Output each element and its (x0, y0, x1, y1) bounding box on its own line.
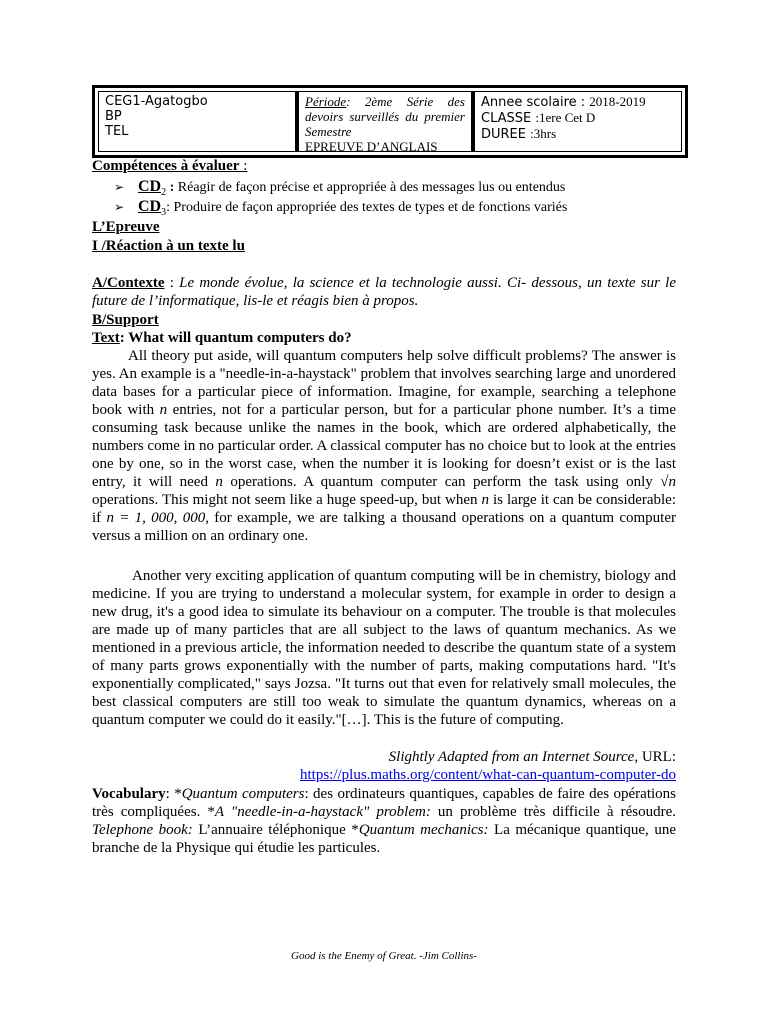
section-heading: I /Réaction à un texte lu (92, 238, 245, 254)
contexte-paragraph (92, 274, 676, 310)
math-n: n (215, 474, 223, 490)
p1-part: All theory put aside, will quantum computers help solve difficult problems? The answer is yes. An example is a "needle-in-a-haystack" problem that involves searching large and unordered data bases for a particular piece of information. Imagine, for example, searching a telephone book with (92, 348, 676, 418)
periode-text: : 2ème Série des devoirs surveillés du premier Semestre (305, 94, 465, 139)
classe-label: CLASSE (481, 111, 532, 126)
vocab-def: : des ordinateurs quantiques, capables de faire des opérations très compliquées. * (92, 786, 676, 820)
vocabulary-label: Vocabulary (92, 786, 166, 802)
vocab-term: Quantum computers (181, 786, 305, 802)
school-info (99, 92, 299, 151)
vocabulary-paragraph (92, 785, 676, 857)
vocab-def: La mécanique quantique, une branche de la Physique qui étudie les particules. (92, 822, 676, 856)
vocab-def: un problème très difficile à résoudre. (430, 804, 676, 820)
p1-part: is large it can be considerable: if (92, 492, 676, 526)
cd-text: Réagir de façon précise et appropriée à des messages lus ou entendus (174, 180, 566, 195)
text-paragraph-2: Another very exciting application of quantum computing will be in chemistry, biology and medicine. If you are trying to understand a molecular system, for example in order to design a new drug, it's a good idea to simulate its behaviour on a computer. The trouble is that molecules are made up of many particles that are all subject to the laws of quantum mechanics. As we mentioned in a previous article, the information needed to describe the quantum state of a system of many parts grows exponentially with the number of parts, making computations hard. "It's exponentially complicated," says Jozsa. "It turns out that even for relatively small molecules, the best classical computers are still too weak to simulate the quantum dynamics, whereas on a quantum computer we could do it easily."[…]. This is the future of computing. (92, 568, 676, 728)
support-label: B/Support (92, 312, 159, 328)
footer-quote: Good is the Enemy of Great. -Jim Collins- (291, 950, 477, 962)
competence-cd3 (114, 198, 567, 218)
competence-cd2 (114, 178, 565, 198)
vocab-term: Quantum mechanics: (358, 822, 489, 838)
text-paragraph-1 (92, 347, 676, 545)
competences-colon: : (239, 158, 248, 174)
support-heading (92, 311, 676, 329)
source-url-line (92, 766, 676, 784)
school-bp: BP (105, 109, 122, 124)
arrow-bullet-icon: ➢ (114, 200, 125, 214)
duree-label: DUREE (481, 127, 526, 142)
epreuve-heading: L’Epreuve (92, 219, 160, 235)
cd-text: : Produire de façon appropriée des textes de types et de fonctions variés (166, 200, 568, 215)
source-text: Slightly Adapted from an Internet Source (388, 749, 635, 765)
contexte-colon: : (164, 275, 174, 291)
header-box (92, 85, 688, 158)
vocab-term: A "needle-in-a-haystack" problem: (214, 804, 431, 820)
epreuve-label: EPREUVE D’ANGLAIS (305, 139, 438, 154)
annee-label: Annee scolaire : (481, 95, 586, 110)
cd-code: CD (138, 178, 162, 195)
text-heading (92, 329, 676, 347)
math-sqrt-n: √n (660, 474, 676, 490)
math-n: n (159, 402, 168, 418)
source-link[interactable]: https://plus.maths.org/content/what-can-quantum-computer-do (299, 767, 676, 783)
arrow-bullet-icon: ➢ (114, 180, 125, 194)
p1-part: entries, not for a particular person, but for a particular phone number. It’s a time consuming task because unlike the names in the book, which are ordered alphabetically, the numbers come in no particular order. A classical computer has no choice but to look at the entries one by one, so in the worst case, when the number it is looking for doesn’t exist or is the last entry, it will need (92, 402, 677, 490)
school-name: CEG1-Agatogbo (105, 94, 208, 109)
duree-value: :3hrs (530, 126, 557, 141)
p1-part: operations. A quantum computer can perform the task using only (222, 474, 661, 490)
competences-heading (92, 158, 676, 175)
school-tel: TEL (105, 124, 129, 139)
vocab-def: L’annuaire téléphonique * (192, 822, 359, 838)
source-url-label: , URL: (634, 749, 676, 765)
text-label: Text (92, 330, 120, 346)
p1-part: operations. This might not seem like a huge speed-up, but when (92, 492, 482, 508)
text-title: : What will quantum computers do? (119, 330, 352, 346)
cd-sep: : (166, 180, 175, 195)
source-line (92, 748, 676, 766)
periode-label: Période (305, 94, 347, 109)
exam-meta (475, 92, 681, 151)
contexte-text: Le monde évolue, la science et la technologie aussi. Ci- dessous, un texte sur le future de l’informatique, lis-le et réagis bien à propos. (92, 275, 677, 309)
cd-sub: 2 (161, 186, 167, 198)
cd-code: CD (138, 198, 162, 215)
cd-sub: 3 (161, 206, 167, 218)
contexte-label: A/Contexte (92, 275, 165, 291)
classe-value: :1ere Cet D (535, 110, 596, 125)
p1-part: for example, we are talking a thousand operations on a quantum computer versus a million on an ordinary one. (92, 510, 676, 544)
competences-title: Compétences à évaluer (92, 158, 240, 174)
math-equation: n = 1, 000, 000, (106, 510, 209, 526)
annee-value: 2018-2019 (589, 94, 646, 109)
exam-period (299, 92, 475, 154)
math-n: n (481, 492, 489, 508)
vocab-term: Telephone book: (92, 822, 193, 838)
vocab-part: : * (165, 786, 182, 802)
